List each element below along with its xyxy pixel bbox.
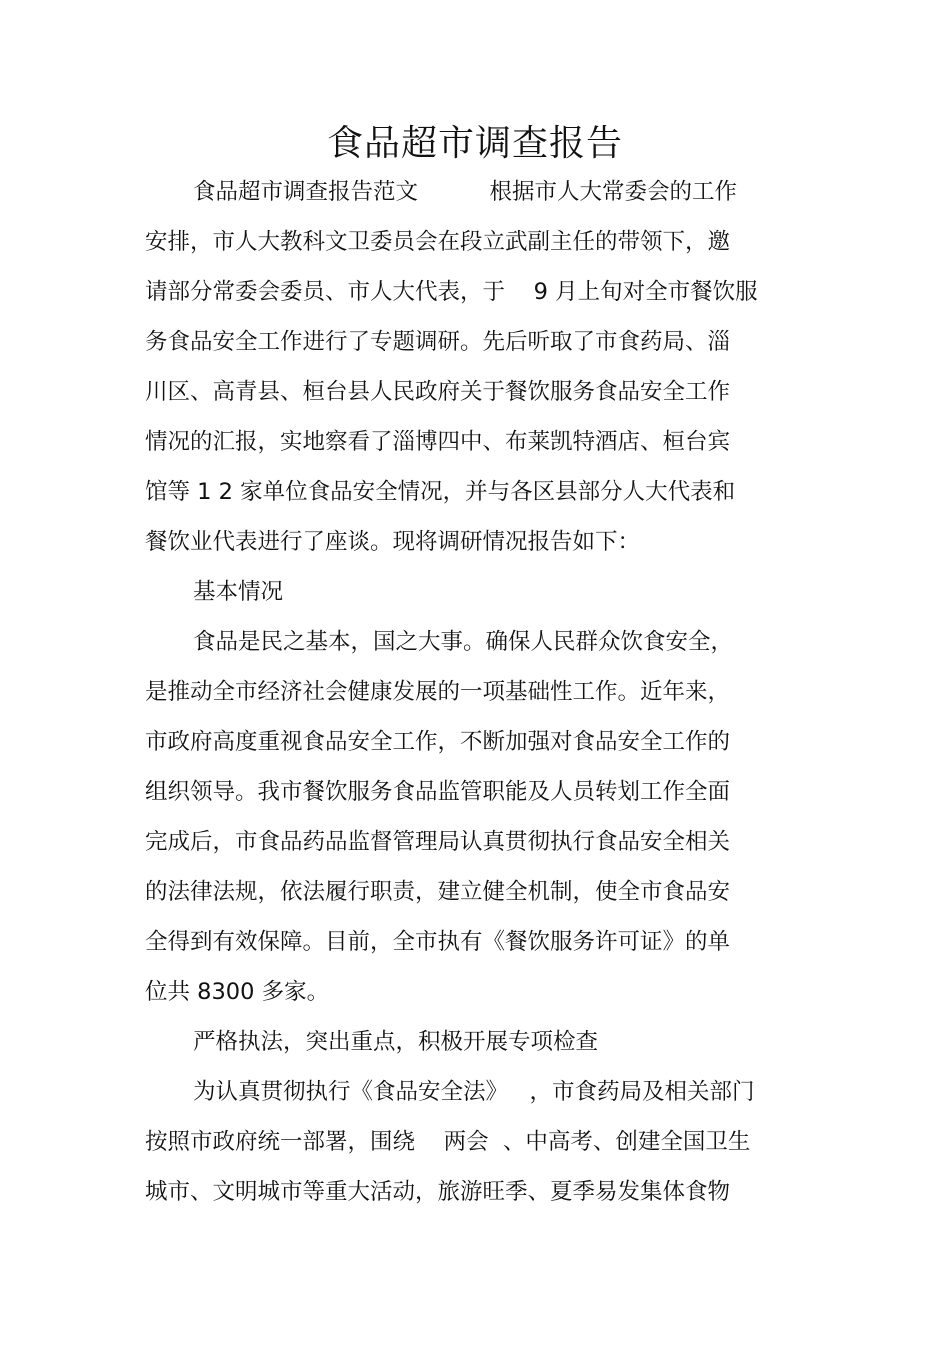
paragraph-line: 餐饮业代表进行了座谈。现将调研情况报告如下： xyxy=(145,529,641,555)
paragraph-line: 情况的汇报，实地察看了淄博四中、布莱凯特酒店、桓台宾 xyxy=(145,429,731,455)
paragraph-line: 全得到有效保障。目前，全市执有《餐饮服务许可证》的单 xyxy=(145,929,731,955)
paragraph-line: 位共 8300 多家。 xyxy=(145,979,330,1005)
paragraph-line: 是推动全市经济社会健康发展的一项基础性工作。近年来， xyxy=(145,679,731,705)
paragraph-line: 为认真贯彻执行《食品安全法》 ，市食药局及相关部门 xyxy=(193,1079,755,1105)
paragraph-line: 食品是民之基本，国之大事。确保人民群众饮食安全， xyxy=(193,629,734,655)
document-title: 食品超市调查报告 xyxy=(326,123,623,164)
section-heading: 严格执法，突出重点，积极开展专项检查 xyxy=(193,1029,599,1055)
paragraph-line: 馆等 1 2 家单位食品安全情况，并与各区县部分人大代表和 xyxy=(145,479,736,505)
paragraph-line: 川区、高青县、桓台县人民政府关于餐饮服务食品安全工作 xyxy=(145,379,731,405)
paragraph-line: 请部分常委会委员、市人大代表，于 9 月上旬对全市餐饮服 xyxy=(145,279,758,305)
section-heading: 基本情况 xyxy=(193,579,284,605)
paragraph-line: 食品超市调查报告范文 根据市人大常委会的工作 xyxy=(193,179,738,205)
paragraph-line: 组织领导。我市餐饮服务食品监管职能及人员转划工作全面 xyxy=(145,779,731,805)
paragraph-line: 完成后，市食品药品监督管理局认真贯彻执行食品安全相关 xyxy=(145,829,731,855)
paragraph-line: 市政府高度重视食品安全工作，不断加强对食品安全工作的 xyxy=(145,729,731,755)
paragraph-line: 安排，市人大教科文卫委员会在段立武副主任的带领下，邀 xyxy=(145,229,731,255)
paragraph-line: 按照市政府统一部署，围绕 两会 、中高考、创建全国卫生 xyxy=(145,1129,751,1155)
paragraph-line: 务食品安全工作进行了专题调研。先后听取了市食药局、淄 xyxy=(145,329,731,355)
paragraph-line: 城市、文明城市等重大活动，旅游旺季、夏季易发集体食物 xyxy=(145,1179,731,1205)
paragraph-line: 的法律法规，依法履行职责，建立健全机制，使全市食品安 xyxy=(145,879,731,905)
